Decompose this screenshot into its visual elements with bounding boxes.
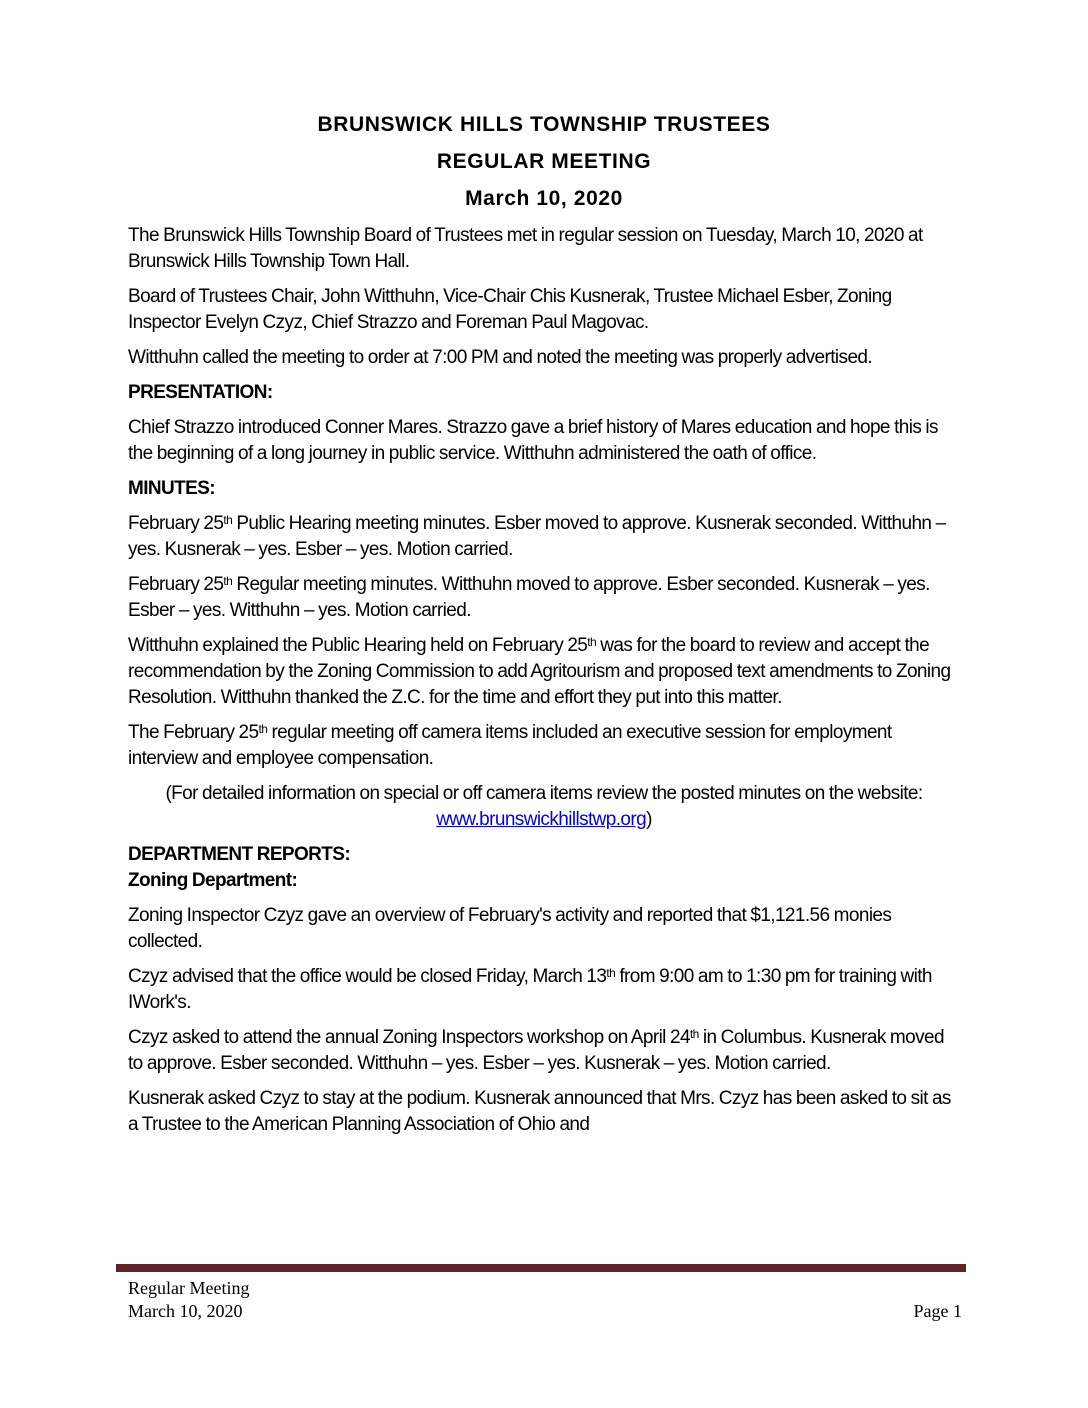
paragraph: [128, 1025, 960, 1077]
text-run: February 25: [128, 574, 224, 595]
text-run: Witthuhn called the meeting to order at 7:00 PM and noted the meeting was properly advertised.: [128, 347, 873, 368]
text-run: Zoning Department:: [128, 870, 298, 891]
ordinal-superscript: th: [689, 1026, 699, 1041]
text-run: Kusnerak asked Czyz to stay at the podium. Kusnerak announced that Mrs. Czyz has been asked to sit as a Trustee to the American Planning Association of Ohio and: [128, 1088, 951, 1135]
text-run: Regular meeting minutes. Witthuhn moved to approve. Esber seconded. Kusnerak – yes. Esber – yes. Witthuhn – yes. Motion carried.: [128, 574, 930, 621]
section-heading: [128, 380, 960, 406]
text-run: from 9:00 am to 1:30 pm for training with IWork's.: [128, 966, 932, 1013]
section-heading: [128, 868, 960, 894]
text-run: February 25: [128, 513, 224, 534]
footer-row: [116, 1277, 966, 1323]
text-run: Board of Trustees Chair, John Witthuhn, Vice-Chair Chis Kusnerak, Trustee Michael Esber, Zoning Inspector Evelyn Czyz, Chief Strazzo and Foreman Paul Magovac.: [128, 286, 892, 333]
document-title: BRUNSWICK HILLS TOWNSHIP TRUSTEES: [317, 113, 771, 136]
paragraph: [128, 223, 960, 275]
document-date: March 10, 2020: [465, 187, 623, 210]
ordinal-superscript: th: [258, 721, 268, 736]
text-run: was for the board to review and accept the recommendation by the Zoning Commission to add Agritourism and proposed text amendments to Zoning Resolution. Witthuhn thanked the Z.C. for the time and effort they put into this matter.: [128, 635, 951, 708]
ordinal-superscript: th: [223, 573, 233, 588]
footer-page-number: Page 1: [913, 1301, 962, 1321]
text-run: The Brunswick Hills Township Board of Trustees met in regular session on Tuesday, March 10, 2020 at Brunswick Hills Township Town Hall.: [128, 225, 923, 272]
ordinal-superscript: th: [606, 965, 616, 980]
text-run: The February 25: [128, 722, 259, 743]
paragraph: [128, 781, 960, 833]
footer-meeting-info: [128, 1277, 249, 1323]
text-run: (For detailed information on special or off camera items review the posted minutes on the website:: [165, 783, 923, 804]
text-run: PRESENTATION:: [128, 382, 273, 403]
paragraph: [128, 572, 960, 624]
text-run: Czyz advised that the office would be closed Friday, March 13: [128, 966, 607, 987]
text-run: Czyz asked to attend the annual Zoning Inspectors workshop on April 24: [128, 1027, 690, 1048]
paragraph: [128, 511, 960, 563]
paragraph: [128, 1086, 960, 1138]
text-run: ): [646, 809, 652, 830]
paragraph: [128, 720, 960, 772]
paragraph: [128, 284, 960, 336]
paragraph: [128, 964, 960, 1016]
document-subtitle: REGULAR MEETING: [436, 150, 652, 173]
text-run: Witthuhn explained the Public Hearing held on February 25: [128, 635, 588, 656]
section-heading: [128, 476, 960, 502]
document-body: [128, 223, 960, 1138]
website-link[interactable]: www.brunswickhillstwp.org: [436, 809, 647, 830]
page-footer: [116, 1262, 966, 1323]
footer-meeting-date: March 10, 2020: [128, 1301, 243, 1321]
ordinal-superscript: th: [587, 634, 597, 649]
paragraph: [128, 345, 960, 371]
text-run: in Columbus. Kusnerak moved to approve. Esber seconded. Witthuhn – yes. Esber – yes. Kusnerak – yes. Motion carried.: [128, 1027, 944, 1074]
text-run: Public Hearing meeting minutes. Esber moved to approve. Kusnerak seconded. Witthuhn – yes. Kusnerak – yes. Esber – yes. Motion carried.: [128, 513, 946, 560]
text-run: regular meeting off camera items included an executive session for employment interview and employee compensation.: [128, 722, 892, 769]
footer-meeting-type: Regular Meeting: [128, 1278, 250, 1298]
paragraph: [128, 633, 960, 711]
text-run: Zoning Inspector Czyz gave an overview of February's activity and reported that $1,121.56 monies collected.: [128, 905, 892, 952]
text-run: DEPARTMENT REPORTS:: [128, 844, 351, 865]
footer-rule: [116, 1264, 966, 1272]
text-run: MINUTES:: [128, 478, 216, 499]
text-run: Chief Strazzo introduced Conner Mares. Strazzo gave a brief history of Mares education and hope this is the beginning of a long journey in public service. Witthuhn administered the oath of office.: [128, 417, 938, 464]
section-heading: [128, 842, 960, 868]
ordinal-superscript: th: [223, 512, 233, 527]
paragraph: [128, 415, 960, 467]
paragraph: [128, 903, 960, 955]
